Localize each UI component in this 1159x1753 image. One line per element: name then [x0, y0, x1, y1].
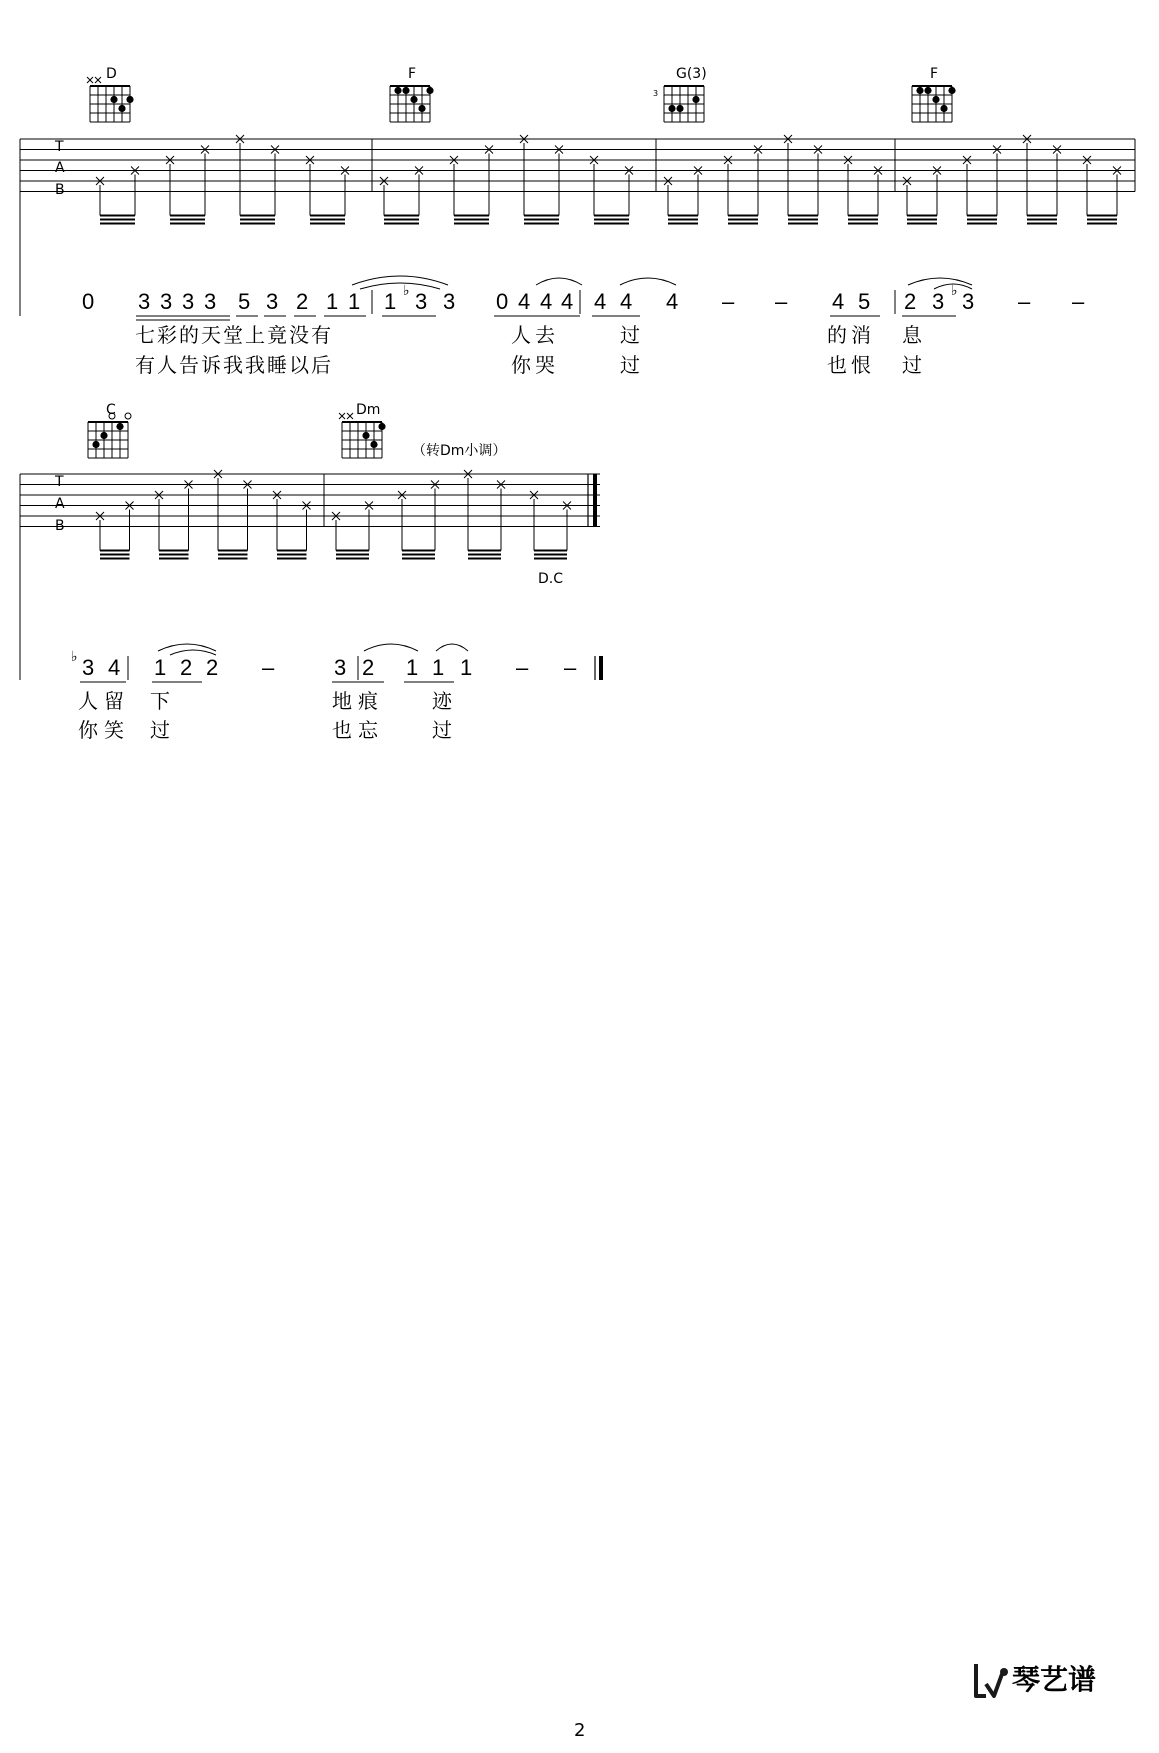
note: 4	[832, 289, 845, 314]
chord-name-g3: G(3)	[676, 66, 707, 82]
slur	[620, 278, 676, 285]
lyric-1-c: 过	[620, 323, 640, 347]
chord-dot	[402, 87, 409, 94]
note: 0	[82, 289, 95, 314]
rest-dash: –	[775, 289, 788, 314]
note: 3	[204, 289, 217, 314]
chord-dot	[394, 87, 401, 94]
chord-name-f: F	[408, 66, 417, 82]
note: 1	[326, 289, 339, 314]
chord-dot	[676, 105, 683, 112]
note: 0	[496, 289, 509, 314]
lyric-3-c: 地痕	[332, 689, 384, 713]
note: 1	[384, 289, 397, 314]
tab-letter-t: T	[55, 474, 64, 490]
rest-dash: –	[1072, 289, 1085, 314]
note: 4	[561, 289, 574, 314]
note: 4	[594, 289, 607, 314]
rest-dash: –	[262, 655, 275, 680]
tab-letter-b: B	[55, 182, 65, 198]
lyric-4-c: 也忘	[332, 718, 384, 742]
chord-name-d: D	[106, 66, 117, 82]
chord-dot	[126, 96, 133, 103]
page-number: 2	[574, 1720, 586, 1741]
note: 3	[160, 289, 173, 314]
chord-dot	[110, 96, 117, 103]
note: 4	[108, 655, 121, 680]
slur	[364, 644, 418, 651]
chord-dot	[932, 96, 939, 103]
note: 5	[238, 289, 251, 314]
note: 1	[460, 655, 473, 680]
note: 3	[82, 655, 95, 680]
lyric-2-c: 过	[620, 353, 640, 377]
chord-dot	[410, 96, 417, 103]
flat-sign: ♭	[951, 283, 958, 299]
rest-dash: –	[1018, 289, 1031, 314]
lyric-1-a: 七彩的天堂上竟没有	[135, 323, 333, 347]
chord-dot	[948, 87, 955, 94]
tab-letter-b: B	[55, 518, 65, 534]
slur	[436, 644, 468, 651]
note: 1	[154, 655, 167, 680]
note: 4	[518, 289, 531, 314]
lyric-1-e: 息	[902, 323, 922, 347]
lyric-2-b: 你哭	[511, 353, 559, 377]
note: 1	[406, 655, 419, 680]
note: 3	[266, 289, 279, 314]
slur	[360, 283, 440, 289]
lyric-3-d: 迹	[432, 689, 452, 713]
note: 2	[296, 289, 309, 314]
chord-dot	[370, 441, 377, 448]
note: 3	[443, 289, 456, 314]
chord-dot	[940, 105, 947, 112]
chord-name-f2: F	[930, 66, 939, 82]
tab-letter-a: A	[55, 160, 65, 176]
tab-letter-t: T	[55, 139, 64, 155]
note: 1	[348, 289, 361, 314]
note: 3	[932, 289, 945, 314]
note: 3	[415, 289, 428, 314]
note: 4	[540, 289, 553, 314]
lyric-3-b: 下	[150, 689, 170, 713]
lyric-3-a: 人留	[78, 689, 130, 713]
note: 3	[182, 289, 195, 314]
flat-sign: ♭	[403, 283, 410, 299]
slur	[908, 278, 972, 285]
chord-dot	[116, 423, 123, 430]
chord-dot	[118, 105, 125, 112]
chord-dot	[362, 432, 369, 439]
chord-dot	[378, 423, 385, 430]
note: 4	[666, 289, 679, 314]
lyric-4-d: 过	[432, 718, 452, 742]
chord-dot	[692, 96, 699, 103]
rest-dash: –	[564, 655, 577, 680]
rest-dash: –	[516, 655, 529, 680]
note: 2	[180, 655, 193, 680]
chord-dot	[924, 87, 931, 94]
note: 2	[206, 655, 219, 680]
note: 3	[138, 289, 151, 314]
key-change-note: （转Dm小调）	[412, 443, 507, 459]
slur	[352, 276, 448, 285]
lyric-4-a: 你笑	[78, 718, 130, 742]
note: 4	[620, 289, 633, 314]
chord-dot	[916, 87, 923, 94]
dc-marking: D.C	[538, 571, 564, 587]
chord-dot	[418, 105, 425, 112]
chord-name-dm: Dm	[356, 402, 381, 418]
chord-dot	[92, 441, 99, 448]
note: 5	[858, 289, 871, 314]
note: 3	[962, 289, 975, 314]
lyric-4-b: 过	[150, 718, 170, 742]
brand-logo-icon	[972, 1660, 1012, 1702]
lyric-2-e: 过	[902, 353, 922, 377]
chord-dot	[668, 105, 675, 112]
lyric-1-b: 人去	[511, 323, 559, 347]
note: 2	[904, 289, 917, 314]
flat-sign: ♭	[71, 649, 78, 665]
chord-name-c: C	[106, 402, 116, 418]
note: 2	[362, 655, 375, 680]
brand-name: 琴艺谱	[1012, 1663, 1097, 1696]
tab-letter-a: A	[55, 496, 65, 512]
lyric-1-d: 的消	[827, 323, 875, 347]
fret-label: 3	[653, 89, 659, 98]
rest-dash: –	[722, 289, 735, 314]
slur	[536, 278, 582, 285]
lyric-2-d: 也恨	[827, 353, 875, 377]
chord-dot	[426, 87, 433, 94]
lyric-2-a: 有人告诉我我睡以后	[135, 353, 333, 377]
chord-dot	[100, 432, 107, 439]
brand-logo	[972, 1660, 1132, 1702]
open-mark	[125, 413, 131, 419]
note: 1	[432, 655, 445, 680]
note: 3	[334, 655, 347, 680]
